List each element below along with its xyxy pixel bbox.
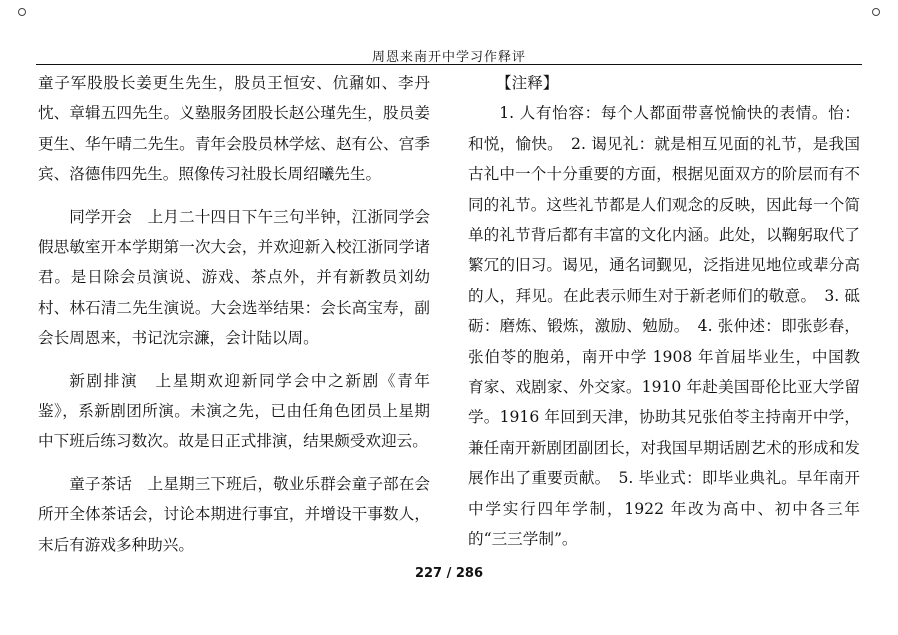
running-header-title: 周恩来南开中学习作释评 <box>371 50 526 65</box>
paragraph-scout-roster: 童子军股股长姜更生先生，股员王恒安、伉鼐如、李丹忱、章辑五四先生。义塾服务团股长赵公瑾先生，股员姜更生、华午晴二先生。青年会股员林学炫、赵有公、宫季宾、洛德伟四先生。照像传习社股长周绍曦先生。 <box>38 74 430 184</box>
paragraph-drama-rehearsal: 新剧排演 上星期欢迎新同学会中之新剧《青年鉴》，系新剧团所演。未演之先，已由任角色团员上星期中下班后练习数次。故是日正式排演，结果颇受欢迎云。 <box>38 371 430 451</box>
header-rule <box>36 64 862 65</box>
notes-body: 1. 人有怡容：每个人都面带喜悦愉快的表情。怡：和悦，愉快。 2. 谒见礼：就是相互见面的礼节，是我国古礼中一个十分重要的方面，根据见面双方的阶层而有不同的礼节。这些礼节都是人们观念的反映，因此每一个简单的礼节背后都有丰富的文化内涵。此处，以鞠躬取代了繁冗的旧习。谒见，通名词觐见，泛指进见地位或辈分高的人，拜见。在此表示师生对于新老师们的敬意。 3. 砥砺：磨炼、锻炼，激励、勉励。 4. 张仲述：即张彭春，张伯苓的胞弟，南开中学 1908 年首届毕业生，中国教育家、戏剧家、外交家。1910 年赴美国哥伦比亚大学留学。1916 年回到天津，协助其兄张伯苓主持南开中学，兼任南开新剧团副团长，对我国早期话剧艺术的形成和发展作出了重要贡献。 5. 毕业式：即毕业典礼。早年南开中学实行四年学制，1922 年改为高中、初中各三年的“三三学制”。 <box>468 104 860 549</box>
paragraph-tea-party: 童子茶话 上星期三下班后，敬业乐群会童子部在会所开全体茶话会，讨论本期进行事宜，并增设干事数人，末后有游戏多种助兴。 <box>38 474 430 554</box>
notes-heading: 【注释】 <box>496 74 559 92</box>
corner-mark-left <box>18 8 26 16</box>
left-column <box>38 68 430 560</box>
paragraph-student-meeting: 同学开会 上月二十四日下午三句半钟，江浙同学会假思敏室开本学期第一次大会，并欢迎新入校江浙同学诸君。是日除会员演说、游戏、茶点外，并有新教员刘幼村、林石清二先生演说。大会选举结果：会长高宝寿，副会长周恩来，书记沈宗濂，会计陆以周。 <box>38 207 430 348</box>
corner-mark-right <box>872 8 880 16</box>
page-number: 227 / 286 <box>414 566 484 581</box>
right-column <box>468 68 860 555</box>
